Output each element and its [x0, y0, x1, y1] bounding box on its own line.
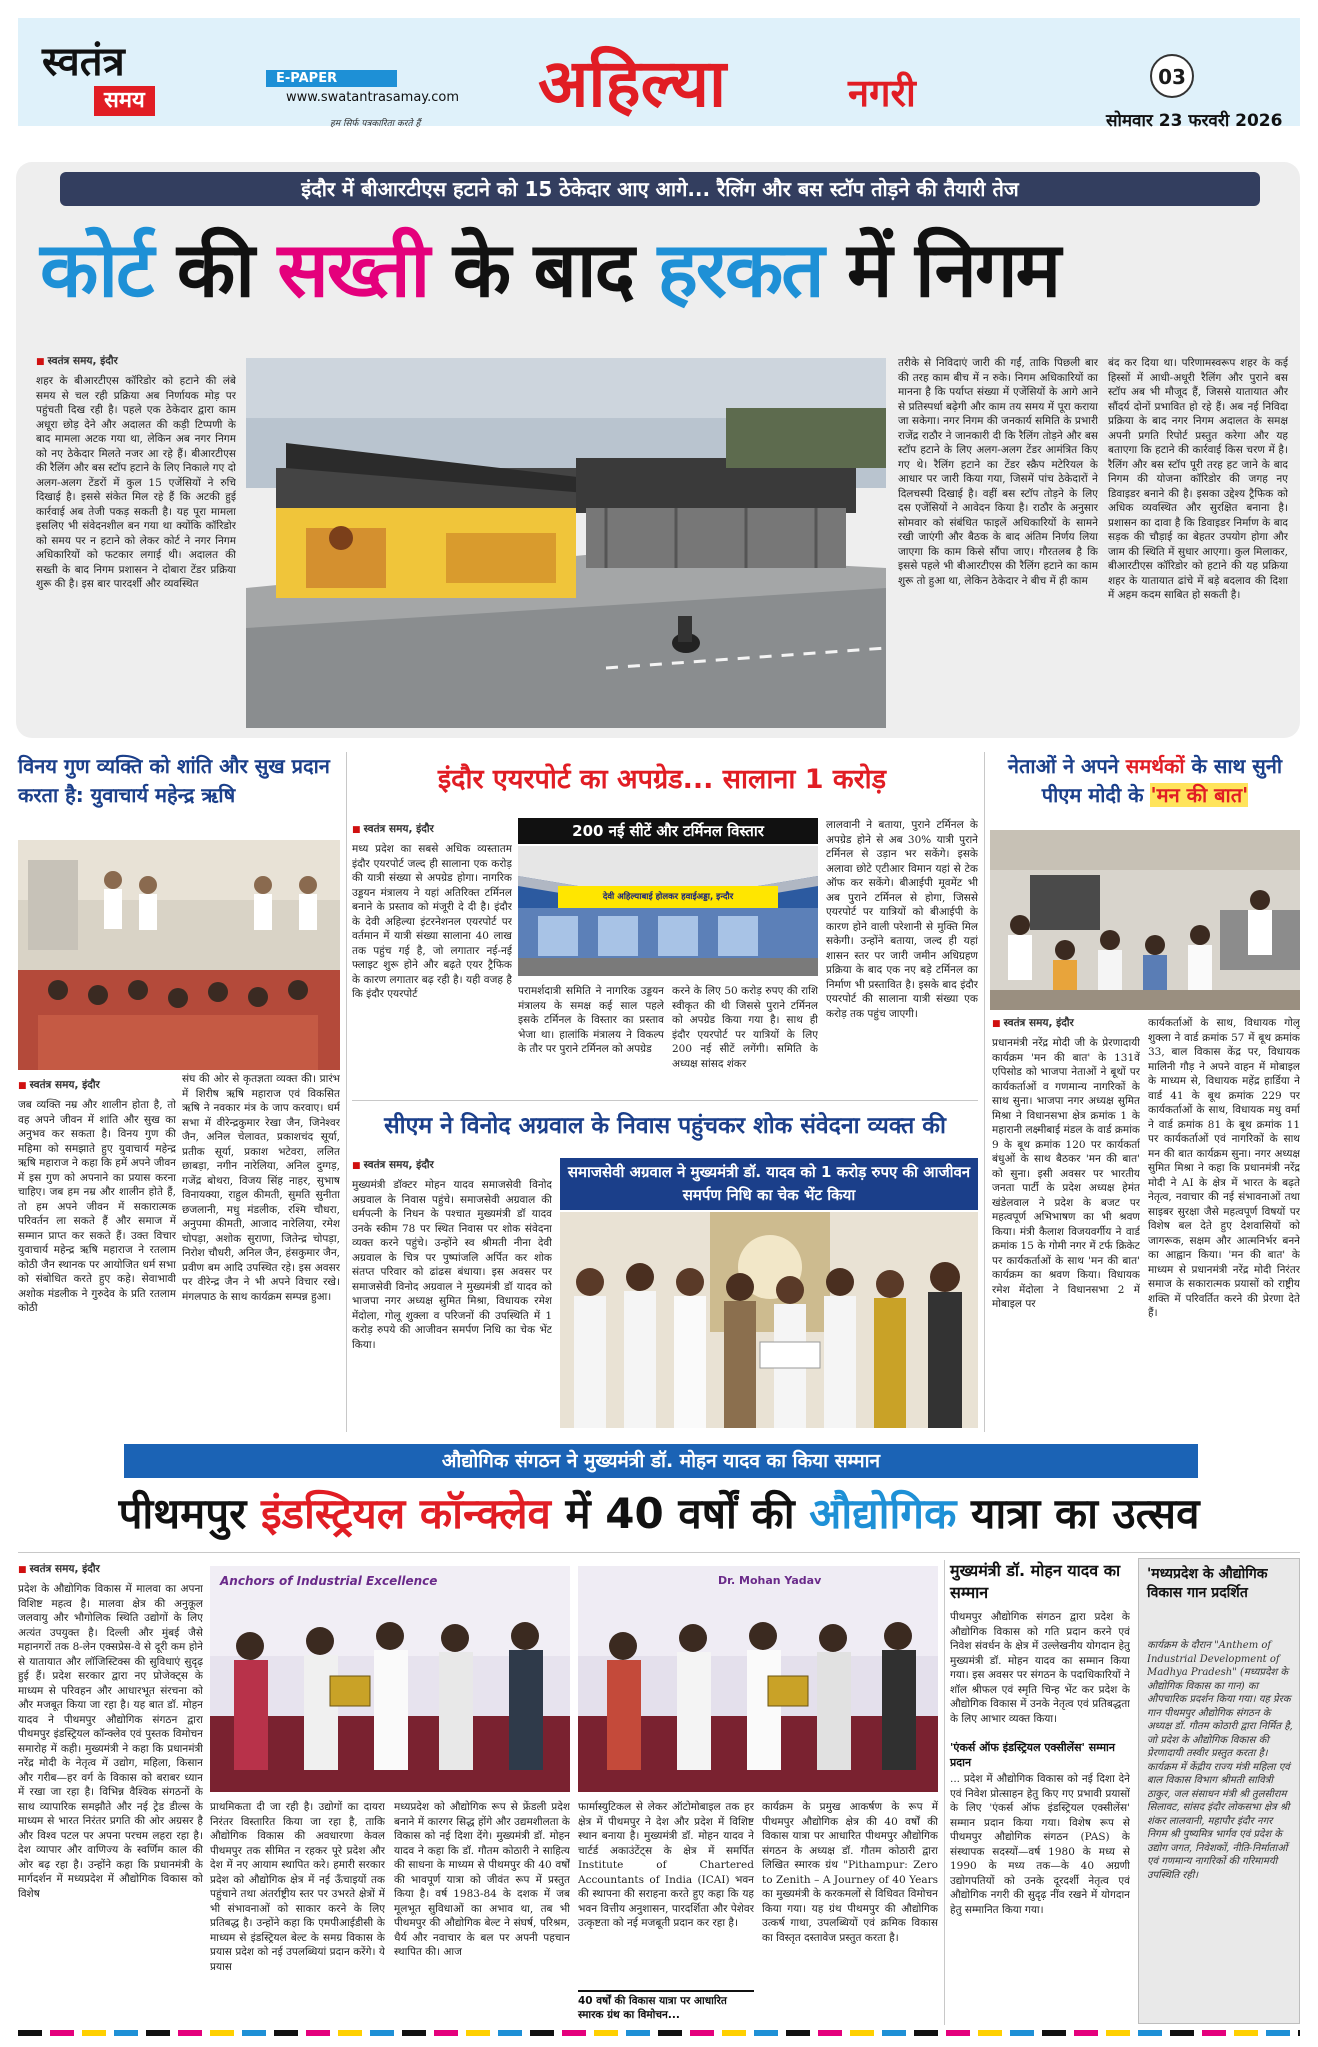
headline-word-ki: की: [176, 225, 253, 314]
epaper-label: E-PAPER: [266, 70, 397, 87]
lead-story: [16, 162, 1300, 738]
pithampur-headline-part-2: इंडस्ट्रियल कॉन्क्लेव: [260, 1489, 551, 1538]
pithampur-byline: ■ स्वतंत्र समय, इंदौर: [18, 1562, 100, 1576]
vinay-col1: जब व्यक्ति नम्र और शालीन होता है, तो वह अपने जीवन में शांति और सुख का अनुभव कर सकता है। विनय गुण की महिमा को समझाते हुए युवाचार्य महेन्द्र ऋषि महाराज ने कहा कि हमें अपने जीवन में इस गुण को अपनाने का प्रयास करना चाहिए। जब हम नम्र और शालीन होते हैं, तो हम अपने जीवन में सकारात्मक परिवर्तन ला सकते हैं और समाज में सम्मान प्राप्त कर सकते हैं। उक्त विचार युवाचार्य महेन्द्र ऋषि महाराज ने रतलाम कोठी जैन स्थानक पर आयोजित धर्म सभा को संबोधित करते हुए कहे। सेवाभावी अशोक मंडलीक ने गुरुदेव के प्रति रतलाम कोठी: [18, 1099, 176, 1314]
airport-col3: करने के लिए 50 करोड़ रुपए की राशि स्वीकृत की थी जिससे पुराने टर्मिनल को अपग्रेड किया गया है। साथ ही इंदौर एयरपोर्ट पर यात्रियों के लिए 200 नई सीटें लगेंगी। समिति के अध्यक्ष सांसद शंकर: [672, 985, 818, 1070]
cm-visit-byline: ■ स्वतंत्र समय, इंदौर: [352, 1158, 434, 1172]
vinay-photo-svg: [18, 840, 340, 1070]
cm-visit-photo: [560, 1212, 978, 1428]
mkb-headline-part-1: नेताओं ने अपने: [1007, 754, 1126, 778]
headline-word-ke-baad: के बाद: [452, 225, 633, 314]
logo-bottom: समय: [94, 86, 155, 116]
pithampur-headline-part-4: औद्योगिक: [809, 1489, 957, 1538]
airport-col1: मध्य प्रदेश का सबसे अधिक व्यस्तातम इंदौर एयरपोर्ट जल्द ही सालाना एक करोड़ की यात्री संख्या से अपग्रेड होगा। नागरिक उड्डयन मंत्रालय ने यहां अतिरिक्त टर्मिनल बनाने के प्रस्ताव को मंजूरी दे दी है। इंदौर के देवी अहिल्या इंटरनेशनल एयरपोर्ट पर वर्तमान में यात्री संख्या सालाना 40 लाख तक पहुंच गई है, जो लगातार नई-नई फ्लाइट शुरू होने और बढ़ते एयर ट्रैफिक के कारण लगातार बढ़ रही है। यही वजह है कि इंदौर एयरपोर्ट: [352, 843, 512, 1000]
pithampur-photo-2: [578, 1566, 938, 1792]
brts-photo: [246, 358, 886, 728]
pithampur-banner-text-2: Dr. Mohan Yadav: [718, 1574, 822, 1587]
column-divider-right: [984, 752, 985, 1432]
brts-photo-svg: [246, 358, 886, 728]
gaan-body: कार्यक्रम के दौरान "Anthem of Industrial Development of Madhya Pradesh" (मध्यप्रदेश के औद्योगिक विकास का गान) का औपचारिक प्रदर्शन किया गया। यह प्रेरक गान पीथमपुर औद्योगिक संगठन के अध्यक्ष डॉ. गौतम कोठारी द्वारा निर्मित है, जो प्रदेश के औद्योगिक विकास की प्रेरणादायी तस्वीर प्रस्तुत करता है। कार्यक्रम में केंद्रीय राज्य मंत्री महिला एवं बाल विकास विभाग श्रीमती सावित्री ठाकुर, जल संसाधन मंत्री श्री तुलसीराम सिलावट, सांसद इंदौर लोकसभा क्षेत्र श्री शंकर लालवानी, महापौर इंदौर नगर निगम श्री पुष्यमित्र भार्गव एवं प्रदेश के उद्योग जगत, निवेशकों, नीति-निर्माताओं एवं गणमान्य नागरिकों की गरिमामयी उपस्थिति रही।: [1147, 1640, 1293, 1881]
pithampur-rule: [18, 1552, 1300, 1553]
airport-sign-text: देवी अहिल्याबाई होलकर हवाईअड्डा, इन्दौर: [602, 892, 734, 902]
airport-photo: [518, 846, 818, 976]
airport-headline: इंदौर एयरपोर्ट का अपग्रेड... सालाना 1 करोड़: [437, 764, 887, 795]
page-number: 03: [1150, 54, 1194, 98]
pithampur-photo-2-svg: [578, 1566, 938, 1792]
samman-headline: मुख्यमंत्री डॉ. मोहन यादव का सम्मान: [950, 1561, 1121, 1602]
mann-ki-baat-col1: प्रधानमंत्री नरेंद्र मोदी जी के प्रेरणादायी कार्यक्रम 'मन की बात' के 131वें एपिसोड को भाजपा नेताओं ने बूथों पर कार्यकर्ताओं व गणमान्य नागरिकों के साथ सुना। भाजपा नगर अध्यक्ष सुमित मिश्रा ने विधानसभा क्षेत्र क्रमांक 1 के महारानी लक्ष्मीबाई मंडल के वार्ड क्रमांक 9 के बूथ क्रमांक 120 पर कार्यकर्ता बंधुओं के साथ बैठकर 'मन की बात' को सुना। इसी अवसर पर भारतीय जनता पार्टी के प्रदेश अध्यक्ष हेमंत खंडेलवाल ने प्रदेश के बजट पर महत्वपूर्ण अभिभाषण का भी श्रवण किया। मंत्री कैलाश विजयवर्गीय ने वार्ड क्रमांक 15 के गोमी नगर में टर्फ क्रिकेट पर कार्यकर्ताओं के साथ 'मन की बात' कार्यक्रम का श्रवण किया। विधायक रमेश मेंदोला ने विधानसभा 2 में मोबाइल पर: [992, 1037, 1140, 1310]
website-link[interactable]: www.swatantrasamay.com: [286, 90, 460, 105]
pithampur-col5: कार्यक्रम के प्रमुख आकर्षण के रूप में पीथमपुर औद्योगिक क्षेत्र की 40 वर्षों की विकास यात्रा पर आधारित पीथमपुर औद्योगिक संगठन के अध्यक्ष डॉ. गौतम कोठारी द्वारा लिखित स्मारक ग्रंथ "Pithampur: Zero to Zenith – A Journey of 40 Years का मुख्यमंत्री के करकमलों से विधिवत विमोचन किया गया। यह ग्रंथ पीथमपुर की औद्योगिक उत्कर्ष गाथा, उपलब्धियों एवं क्रमिक विकास का विस्तृत दस्तावेज प्रस्तुत करता है।: [762, 1801, 938, 1944]
vinay-byline: ■ स्वतंत्र समय, इंदौर: [18, 1078, 100, 1092]
samman-subhead: 'एंकर्स ऑफ इंडस्ट्रियल एक्सीलेंस' सम्मान प्रदान: [950, 1741, 1115, 1769]
section-title-main: अहिल्या: [538, 45, 727, 122]
tagline: हम सिर्फ पत्रकारिता करते हैं: [330, 119, 421, 129]
airport-col4: लालवानी ने बताया, पुराने टर्मिनल के अपग्रेड होने से अब 30% यात्री पुराने टर्मिनल से उड़ान भर सकेंगे। इसके अलावा छोटे एटीआर विमान यहां से टेक ऑफ कर सकेंगे। बीआईपी मूवमेंट भी अब पुराने टर्मिनल से होगा, जिससे एयरपोर्ट पर यात्रियों को बीआईपी के कारण होने वाली परेशानी से मुक्ति मिल सकेगी। उन्होंने बताया, जल्द ही यहां शासन स्तर पर जारी जमीन अधिग्रहण प्रक्रिया के बाद एक नए बड़े टर्मिनल का निर्माण भी प्रस्तावित है। इसके बाद इंदौर एयरपोर्ट की सालाना यात्री संख्या एक करोड़ तक पहुंच जाएगी।: [826, 819, 978, 1020]
pithampur-headline-part-1: पीथमपुर: [118, 1489, 261, 1538]
section-title-sub: नगरी: [848, 71, 916, 115]
pithampur-photo-1: [210, 1566, 570, 1792]
pithampur-photo-1-svg: [210, 1566, 570, 1792]
pithampur-photo-caption: 40 वर्षों की विकास यात्रा पर आधारित स्मारक ग्रंथ का विमोचन...: [578, 1990, 754, 2022]
cm-visit-photo-svg: [560, 1212, 978, 1428]
cm-visit-rule: [352, 1100, 978, 1101]
pithampur-headline-part-3: में 40 वर्षों की: [550, 1489, 810, 1538]
lead-kicker: इंदौर में बीआरटीएस हटाने को 15 ठेकेदार आए आगे... रैलिंग और बस स्टॉप तोड़ने की तैयारी तेज: [60, 172, 1260, 206]
lead-col3: बंद कर दिया था। परिणामस्वरूप शहर के कई हिस्सों में आधी-अधूरी रैलिंग और पुराने बस स्टॉप अब भी मौजूद हैं, जिससे यातायात और सौंदर्य दोनों प्रभावित हो रहे हैं। अब नई निविदा प्रक्रिया के बाद नगर निगम अदालत के समक्ष अपनी प्रगति रिपोर्ट प्रस्तुत करेगा और यह बताएगा कि हटाने की कार्रवाई किस चरण में है। रैलिंग और बस स्टॉप पूरी तरह हट जाने के बाद निगम की योजना कॉरिडोर की जगह नए डिवाइडर बनाने की है। इसका उद्देश्य ट्रैफिक को अधिक व्यवस्थित और सुरक्षित बनाना है। प्रशासन का दावा है कि डिवाइडर निर्माण के बाद सड़क की चौड़ाई का बेहतर उपयोग होगा और जाम की स्थिति में सुधार आएगा। कुल मिलाकर, बीआरटीएस कॉरिडोर को हटाने की यह प्रक्रिया शहर के यातायात ढांचे में बड़े बदलाव की दिशा में अहम कदम साबित हो सकती है।: [1108, 357, 1288, 601]
vinay-photo: [18, 840, 340, 1070]
mann-ki-baat-headline: [990, 752, 1300, 810]
headline-word-sakhti: सख्ती: [277, 225, 429, 314]
masthead-logo: [42, 40, 192, 118]
mann-ki-baat-byline: ■ स्वतंत्र समय, इंदौर: [992, 1016, 1074, 1030]
masthead: [18, 18, 1300, 131]
samman-body-1: पीथमपुर औद्योगिक संगठन द्वारा प्रदेश के औद्योगिक विकास को गति प्रदान करने एवं निवेश संवर्धन के क्षेत्र में उल्लेखनीय योगदान हेतु मुख्यमंत्री डॉ. मोहन यादव का सम्मान किया गया। इस अवसर पर संगठन के पदाधिकारियों ने शॉल श्रीफल एवं स्मृति चिन्ह भेंट कर प्रदेश के औद्योगिक विकास में उनके नेतृत्व एवं प्रतिबद्धता के लिए आभार व्यक्त किया।: [950, 1611, 1130, 1725]
headline-word-nigam: में निगम: [847, 225, 1060, 314]
pithampur-col3: मध्यप्रदेश को औद्योगिक रूप से फ्रेंडली प्रदेश बनाने में कारगर सिद्ध होंगे और उद्यमशीलता के विकास को नई दिशा देंगे। मुख्यमंत्री डॉ. मोहन यादव ने कहा कि डॉ. गौतम कोठारी ने साहित्य की साधना के माध्यम से पीथमपुर की 40 वर्षों की भावपूर्ण यात्रा को जीवंत रूप में प्रस्तुत किया है। वर्ष 1983-84 के दशक में जब मूलभूत सुविधाओं का अभाव था, तब भी पीथमपुर की औद्योगिक बेल्ट ने संघर्ष, परिश्रम, धैर्य और नवाचार के बल पर अपनी पहचान स्थापित की। आज: [394, 1801, 570, 1958]
mkb-headline-part-4: 'मन की बात': [1150, 783, 1249, 807]
cm-visit-col1: मुख्यमंत्री डॉक्टर मोहन यादव समाजसेवी विनोद अग्रवाल के निवास पहुंचे। समाजसेवी अग्रवाल की धर्मपत्नी के निधन के पश्चात मुख्यमंत्री डॉ यादव उनके स्कीम 78 पर स्थित निवास पर शोक संवेदना व्यक्त करने पहुंचे। उन्होंने स्व श्रीमती नीना देवी अग्रवाल के चित्र पर पुष्पांजलि अर्पित कर शोक संतप्त परिवार को ढांढस बंधाया। इस अवसर पर समाजसेवी विनोद अग्रवाल ने मुख्यमंत्री डॉ यादव को भाजपा नगर अध्यक्ष सुमित मिश्रा, विधायक रमेश मेंदोला, गोलू शुक्ला व परिजनों की उपस्थिति में 1 करोड़ रुपये की आजीवन समर्पण निधि का चेक भेंट किया।: [352, 1179, 552, 1351]
mkb-photo-svg: [990, 830, 1300, 1010]
gaan-headline: 'मध्यप्रदेश के औद्योगिक विकास गान प्रदर्शित: [1147, 1566, 1268, 1601]
pithampur-col2: प्राथमिकता दी जा रही है। उद्योगों का दायरा निरंतर विस्तारित किया जा रहा है, ताकि औद्योगिक विकास की अवधारणा केवल पीथमपुर तक सीमित न रहकर पूरे प्रदेश और देश में नए आयाम स्थापित करे। हमारी सरकार प्रदेश को औद्योगिक क्षेत्र में नई ऊँचाइयों तक पहुंचाने तथा अंतर्राष्ट्रीय स्तर पर उभरते क्षेत्रों में भी संभावनाओं को साकार करने के लिए प्रतिबद्ध है। उन्होंने कहा कि एमपीआईडीसी के माध्यम से इंडस्ट्रियल बेल्ट के समग्र विकास के प्रयास प्रदेश को नई उपलब्धियां प्रदान करेंगे। ये प्रयास: [210, 1801, 385, 1973]
vinay-col2: संघ की ओर से कृतज्ञता व्यक्त की। प्रारंभ में शिरीष ऋषि महाराज एवं विकसित ऋषि ने नवकार मंत्र के जाप करवाए। धर्म सभा में वीरेन्द्रकुमार रेखा जैन, जिनेश्वर जैन, अनिल चेलावत, प्रकाशचंद सूर्या, प्रतीक सूर्या, प्रकाश भटेवरा, ललित छाबड़ा, नगीन नारेलिया, अनिल दुग्गड़, गजेंद्र बोथरा, विजय सिंह नाहर, सुभाष विनायक्या, राहुल कीमती, सुमति सुनीता छजलानी, मधु मंडलीक, रश्मि चौधरा, अनुपमा कीमती, आजाद नारेलिया, रमेश चोपड़ा, अशोक सुराणा, जितेन्द्र चोपड़ा, निरोश चौधरी, अनिल जैन, हंसकुमार जैन, प्रवीण बम आदि उपस्थित रहे। इस अवसर पर वीरेन्द्र जैन ने भी अपने विचार रखे। मंगलपाठ के साथ कार्यक्रम सम्पन्न हुआ।: [182, 1073, 340, 1303]
mann-ki-baat-col2: कार्यकर्ताओं के साथ, विधायक गोलू शुक्ला ने वार्ड क्रमांक 57 में बूथ क्रमांक 33, बाल विकास केंद्र पर, विधायक मालिनी गौड़ ने अपने वाहन में मोबाइल के माध्यम से, विधायक महेंद्र हार्डिया ने वार्ड 41 के बूथ क्रमांक 229 पर कार्यकर्ताओं के साथ, विधायक मधु वर्मा ने वार्ड क्रमांक 81 के बूथ क्रमांक 11 पर कार्यकर्ताओं एवं नागरिकों के साथ मन की बात कार्यक्रम सुना। नगर अध्यक्ष सुमित मिश्रा ने कहा कि प्रधानमंत्री नरेंद्र मोदी ने AI के क्षेत्र में भारत के बढ़ते नेतृत्व, नवाचार की नई संभावनाओं तथा साइबर सुरक्षा जैसे महत्वपूर्ण विषयों पर विशेष बल देते हुए देशवासियों को जागरूक, सक्षम और आत्मनिर्भर बनने का आह्वान किया। 'मन की बात' के माध्यम से प्रधानमंत्री नरेंद्र मोदी निरंतर समाज के सकारात्मक प्रयासों को राष्ट्रीय शक्ति में परिवर्तित करने की प्रेरणा देते हैं।: [1148, 1017, 1300, 1319]
pithampur-headline: [18, 1484, 1300, 1544]
column-divider-left: [346, 752, 347, 1432]
gaan-box: [1138, 1558, 1300, 2024]
lead-col1: शहर के बीआरटीएस कॉरिडोर को हटाने की लंबे समय से चल रही प्रक्रिया अब निर्णायक मोड़ पर पहुंचती दिख रही है। पहले एक ठेकेदार द्वारा काम अधूरा छोड़ देने और अदालत की कड़ी टिप्पणी के बाद मामला अटक गया था, लेकिन अब नगर निगम को नए ठेकेदार मिलते नजर आ रहे हैं। बीआरटीएस की रैलिंग और बस स्टॉप हटाने के लिए निकाले गए दो अलग-अलग टेंडरों में कुल 15 एजेंसियों ने रुचि दिखाई है। इससे संकेत मिल रहे हैं कि अटकी हुई कार्रवाई अब तेजी पकड़ सकती है। यह पूरा मामला इसलिए भी संवेदनशील बन गया था क्योंकि कॉरिडोर को समय पर न हटाने को लेकर कोर्ट ने नगर निगम अधिकारियों को फटकार लगाई थी। अदालत की सख्ती के बाद निगम प्रशासन ने दोबारा टेंडर प्रक्रिया शुरू की है। इस बार पारदर्शी और व्यवस्थित: [36, 375, 236, 590]
pithampur-divider: [944, 1560, 945, 2025]
airport-byline: ■ स्वतंत्र समय, इंदौर: [352, 822, 434, 836]
pithampur-col1: प्रदेश के औद्योगिक विकास में मालवा का अपना विशिष्ट महत्व है। मालवा क्षेत्र की अनुकूल जलवायु और भौगोलिक स्थिति उद्योगों के लिए अत्यंत उपयुक्त है। दिल्ली और मुंबई जैसे महानगरों तक 8-लेन एक्सप्रेस-वे से दूरी कम होने से यातायात और लॉजिस्टिक्स की सुविधाएं सुदृढ़ हुई हैं। प्रदेश सरकार द्वारा नए प्रोजेक्ट्स के माध्यम से परिवहन और आधारभूत संरचना को और मजबूत किया जा रहा है। यह बात डॉ. मोहन यादव ने पीथमपुर औद्योगिक संगठन द्वारा पीथमपुर इंडस्ट्रियल कॉन्क्लेव एवं पुस्तक विमोचन समारोह में कही। मुख्यमंत्री ने कहा कि प्रधानमंत्री नरेंद्र मोदी के नेतृत्व में उद्योग, महिला, किसान और गरीब—हर वर्ग के विकास को बराबर ध्यान में रखा जा रहा है। विभिन्न वैश्विक संगठनों के साथ व्यापारिक समझौते और नई ट्रेड डील्स के माध्यम से भारत निरंतर प्रगति की ओर अग्रसर है और विश्व पटल पर अपना परचम लहरा रहा है। देश व्यापार और वाणिज्य के स्वर्णिम काल की ओर बढ़ रहा है। उन्होंने कहा कि प्रधानमंत्री के मार्गदर्शन में मध्यप्रदेश में औद्योगिक विकास को विशेष: [18, 1583, 203, 1900]
headline-word-court: कोर्ट: [40, 225, 153, 314]
airport-photo-svg: [518, 846, 818, 976]
headline-word-harkat: हरकत: [657, 225, 823, 314]
mkb-headline-part-3: के साथ सुनी पीएम मोदी के: [1041, 754, 1283, 807]
airport-photo-caption: 200 नई सीटें और टर्मिनल विस्तार: [518, 818, 818, 844]
cm-visit-photo-caption: समाजसेवी अग्रवाल ने मुख्यमंत्री डॉ. यादव को 1 करोड़ रुपए की आजीवन समर्पण निधि का चेक भेंट किया: [560, 1158, 978, 1210]
pithampur-col4: फार्मास्युटिकल से लेकर ऑटोमोबाइल तक हर क्षेत्र में पीथमपुर ने देश और प्रदेश में विशिष्ट स्थान बनाया है। मुख्यमंत्री डॉ. मोहन यादव ने चार्टर्ड अकाउंटेंट्स के क्षेत्र में समर्पित Institute of Chartered Accountants of India (ICAI) भवन की स्थापना की सराहना करते हुए कहा कि यह भवन वित्तीय अनुशासन, पारदर्शिता और पेशेवर उत्कृष्टता को नई मजबूती प्रदान कर रहा है।: [578, 1801, 754, 1929]
lead-headline: [40, 220, 1290, 330]
mkb-headline-part-2: समर्थकों: [1125, 754, 1185, 778]
samman-body-2: ... प्रदेश में औद्योगिक विकास को नई दिशा देने एवं निवेश प्रोत्साहन हेतु किए गए प्रभावी प्रयासों के लिए 'एंकर्स ऑफ इंडस्ट्रियल एक्सीलेंस' सम्मान प्रदान किया गया। विशेष रूप से पीथमपुर औद्योगिक संगठन (PAS) के संस्थापक सदस्यों—वर्ष 1980 के मध्य से 1990 के मध्य तक—के 40 अग्रणी उद्योगपतियों को उनके दूरदर्शी नेतृत्व एवं औद्योगिक नगरी की सुदृढ़ नींव रखने में योगदान हेतु सम्मानित किया गया।: [950, 1773, 1130, 1916]
lead-col2: तरीके से निविदाएं जारी की गईं, ताकि पिछली बार की तरह काम बीच में न रुके। निगम अधिकारियों का मानना है कि पर्याप्त संख्या में एजेंसियों के आगे आने से प्रतिस्पर्धा बढ़ेगी और काम तय समय में पूरा कराया जा सकेगा। नगर निगम की जनकार्य समिति के प्रभारी राजेंद्र राठौर ने जानकारी दी कि रैलिंग तोड़ने और बस स्टॉप हटाने के लिए अलग-अलग टेंडर आमंत्रित किए गए थे। रैलिंग हटाने का टेंडर स्क्रैप मटेरियल के आधार पर जारी किया गया, जिसमें पांच ठेकेदारों ने दिलचस्पी दिखाई है। वहीं बस स्टॉप तोड़ने के लिए दस एजेंसियों ने आवेदन किया है। राठौर के अनुसार सोमवार को संबंधित फाइलें अधिकारियों के सामने रखी जाएंगी और बैठक के बाद अंतिम निर्णय लिया जाएगा कि काम किसे सौंपा जाए। गौरतलब है कि इससे पहले भी बीआरटीएस की रैलिंग हटाने का काम शुरू तो हुआ था, लेकिन ठेकेदार ने बीच में ही काम: [898, 357, 1098, 587]
cm-visit-headline: सीएम ने विनोद अग्रवाल के निवास पहुंचकर शोक संवेदना व्यक्त की: [384, 1113, 946, 1139]
vinay-headline: विनय गुण व्यक्ति को शांति और सुख प्रदान करता है: युवाचार्य महेन्द्र ऋषि: [18, 754, 330, 807]
issue-date: सोमवार 23 फरवरी 2026: [1106, 111, 1283, 131]
lead-byline: ■ स्वतंत्र समय, इंदौर: [36, 354, 118, 368]
pithampur-banner-text-1: Anchors of Industrial Excellence: [220, 1574, 438, 1588]
airport-col2: परामर्शदात्री समिति ने नागरिक उड्डयन मंत्रालय के समक्ष कई साल पहले इसके टर्मिनल के विस्तार का प्रस्ताव भेजा था। हालांकि मंत्रालय ने विकल्प के तौर पर पुराने टर्मिनल को अपग्रेड: [518, 985, 664, 1055]
logo-top: स्वतंत्र: [42, 39, 125, 85]
pithampur-kicker: औद्योगिक संगठन ने मुख्यमंत्री डॉ. मोहन यादव का किया सम्मान: [124, 1444, 1198, 1478]
footer-strip: [18, 2030, 1300, 2036]
pithampur-headline-part-5: यात्रा का उत्सव: [956, 1489, 1200, 1538]
mann-ki-baat-photo: [990, 830, 1300, 1010]
